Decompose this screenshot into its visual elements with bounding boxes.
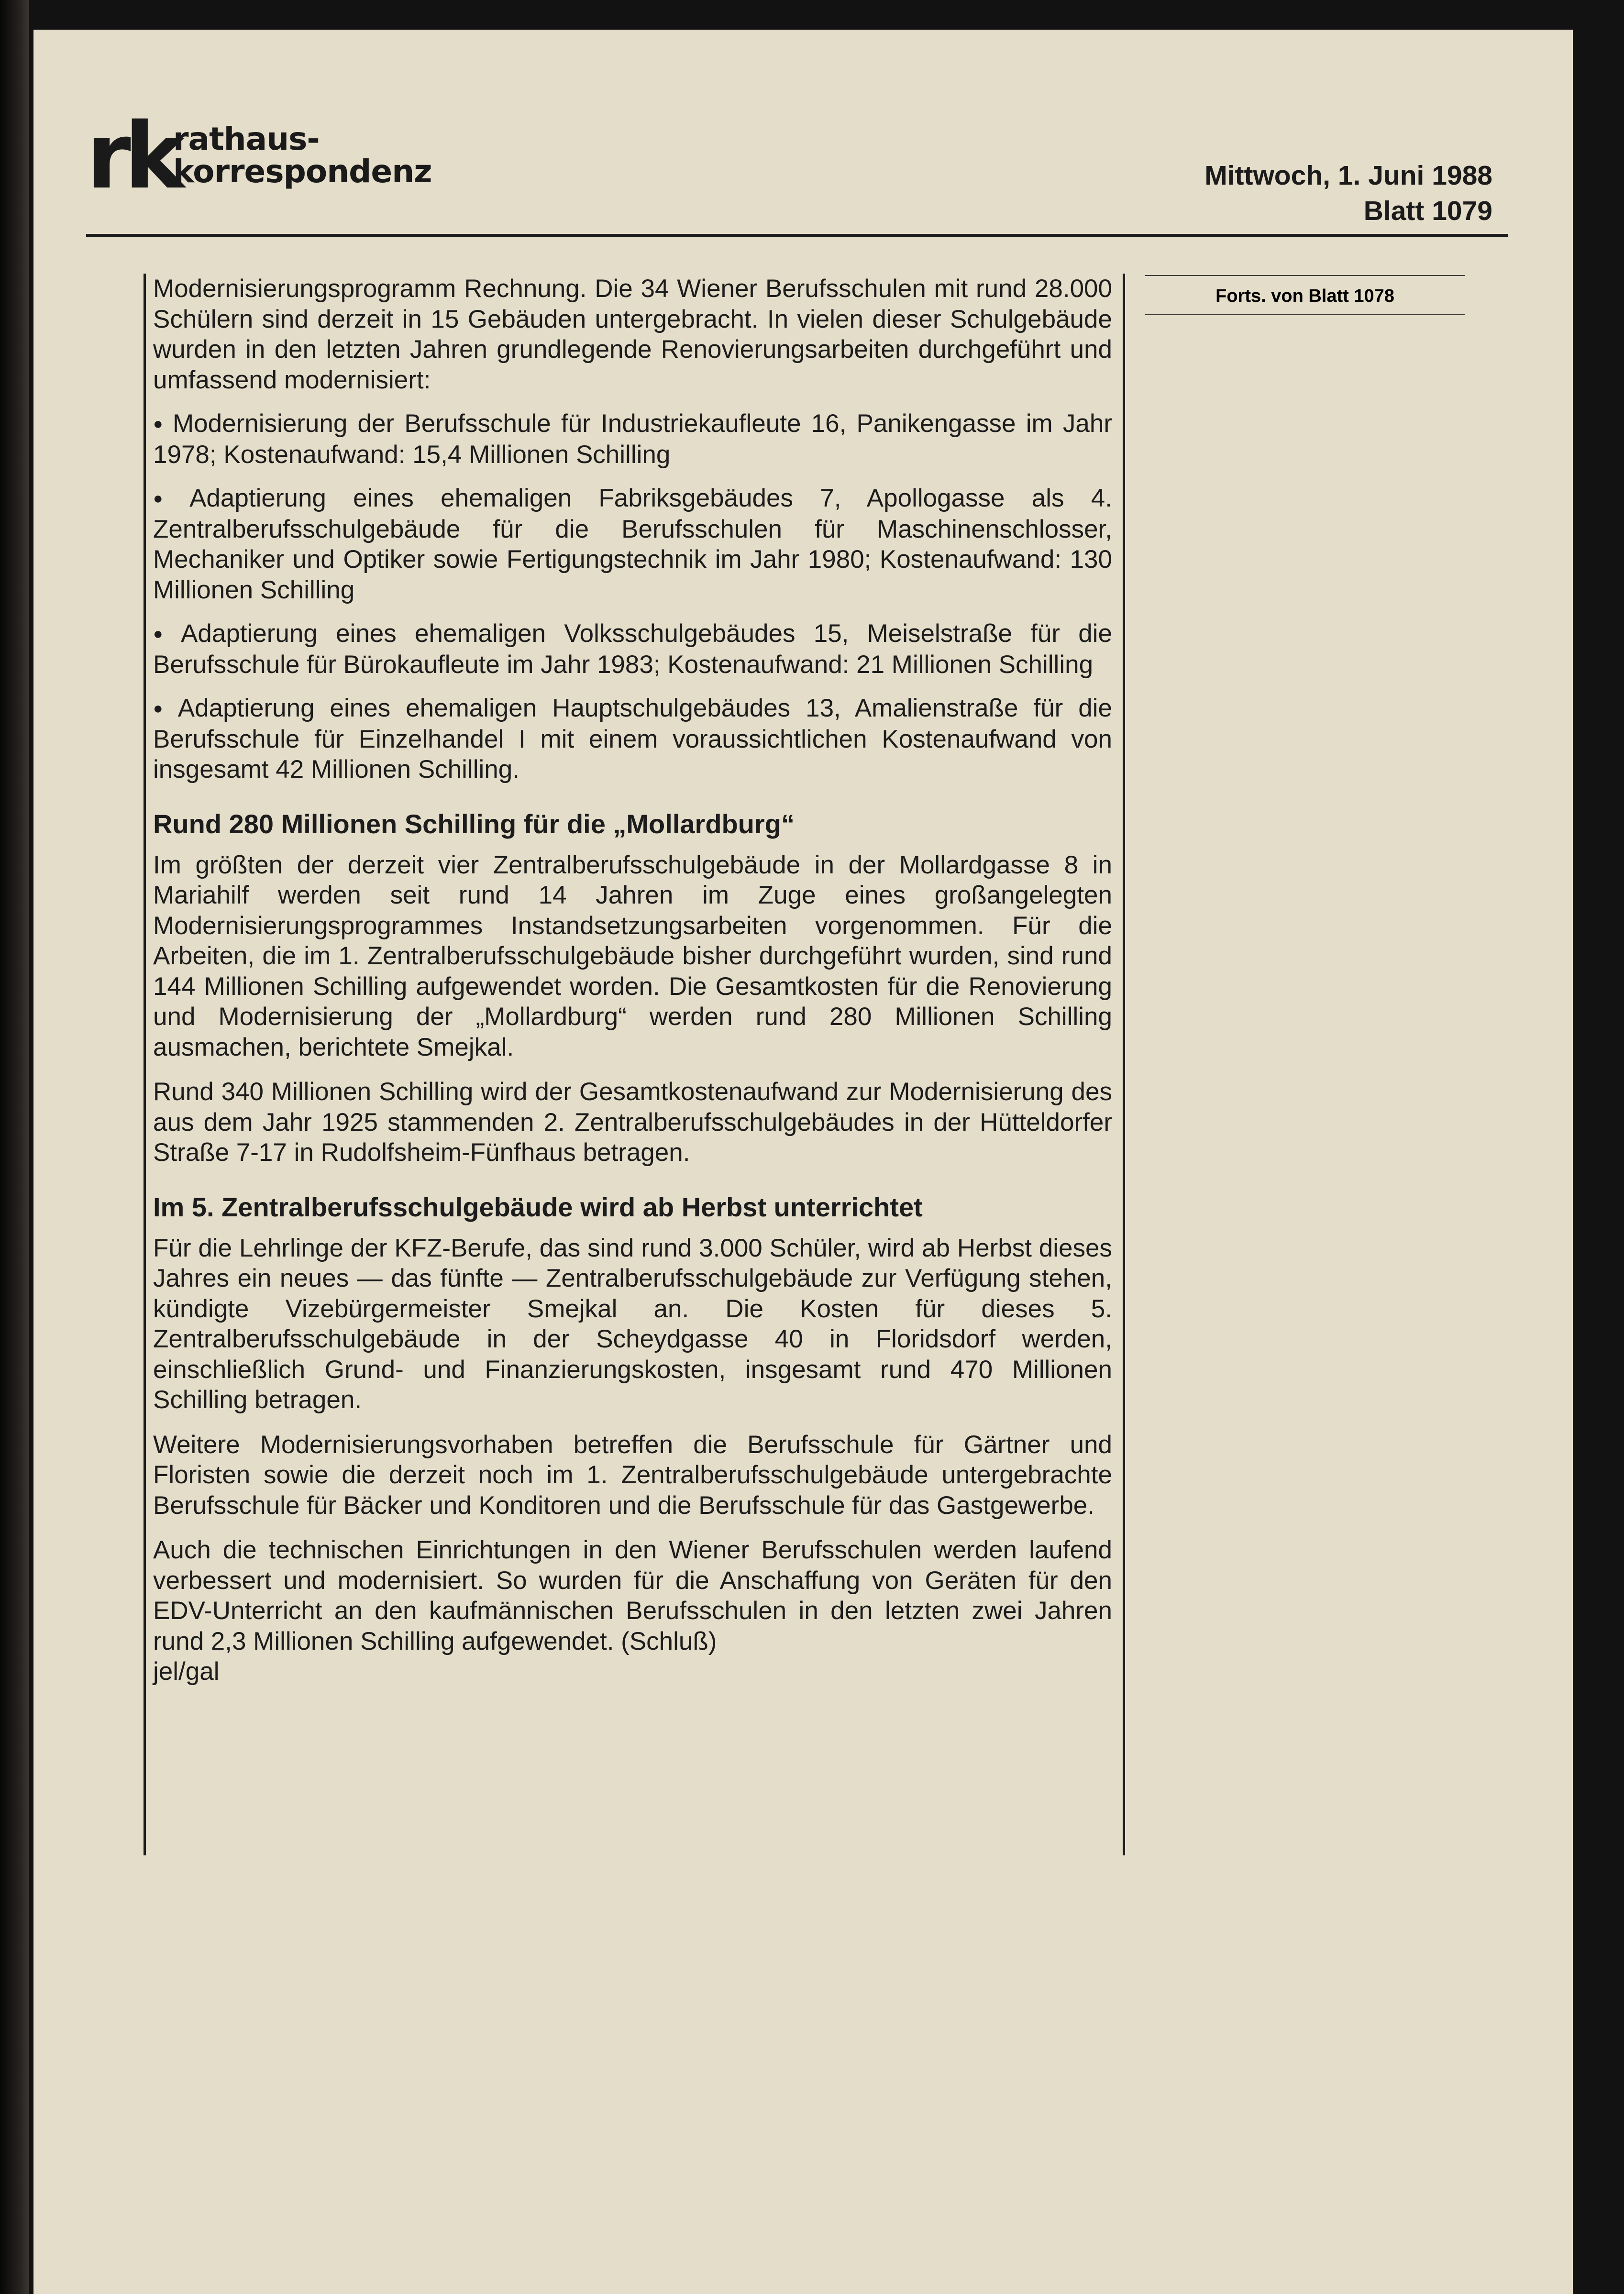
bullet-item: ● Adaptierung eines ehemaligen Hauptschulgebäudes 13, Amalienstraße für die Berufsschule für Einzelhandel I mit einem voraussichtlichen Kostenaufwand von insgesamt 42 Millionen Schilling. [153, 693, 1112, 785]
issue-date: Mittwoch, 1. Juni 1988 [1204, 160, 1492, 191]
signoff: jel/gal [153, 1657, 220, 1686]
paragraph: Für die Lehrlinge der KFZ-Berufe, das sind rund 3.000 Schüler, wird ab Herbst dieses Jahres ein neues — das fünfte — Zentralberufsschulgebäude zur Verfügung stehen, kündigte Vizebürgermeister Smejkal an. Die Kosten für dieses 5. Zentralberufsschulgebäude in der Scheydgasse 40 in Floridsdorf werden, einschließlich Grund- und Finanzierungskosten, insgesamt rund 470 Millionen Schilling betragen. [153, 1234, 1112, 1414]
bullet-item: ● Adaptierung eines ehemaligen Volksschulgebäudes 15, Meiselstraße für die Berufsschule für Bürokaufleute im Jahr 1983; Kostenaufwand: 21 Millionen Schilling [153, 618, 1112, 680]
paragraph: Auch die technischen Einrichtungen in den Wiener Berufsschulen werden laufend verbessert und modernisiert. So wurden für die Anschaffung von Geräten für den EDV-Unterricht an den kaufmännischen Berufsschulen in den letzten zwei Jahren rund 2,3 Millionen Schilling aufgewendet. (Schluß) [153, 1536, 1112, 1655]
binding-edge [0, 0, 29, 2294]
paragraph: Modernisierungsprogramm Rechnung. Die 34 Wiener Berufsschulen mit rund 28.000 Schülern sind derzeit in 15 Gebäuden untergebracht. In vielen dieser Schulgebäude wurden in den letzten Jahren grundlegende Renovierungsarbeiten durchgeführt und umfassend modernisiert: [153, 275, 1112, 394]
main-text-column [153, 274, 1112, 1701]
logo-line-2: korrespondenz [173, 153, 432, 190]
paragraph: Rund 340 Millionen Schilling wird der Gesamtkostenaufwand zur Modernisierung des aus dem Jahr 1925 stammenden 2. Zentralberufsschulgebäudes in der Hütteldorfer Straße 7-17 in Rudolfsheim-Fünfhaus betragen. [153, 1078, 1112, 1167]
issue-info [1204, 158, 1492, 229]
paragraph: Im größten der derzeit vier Zentralberufsschulgebäude in der Mollardgasse 8 in Mariahilf werden seit rund 14 Jahren im Zuge eines großangelegten Modernisierungsprogrammes Instandsetzungsarbeiten vorgenommen. Für die Arbeiten, die im 1. Zentralberufsschulgebäude bisher durchgeführt wurden, sind rund 144 Millionen Schilling aufgewendet worden. Die Gesamtkosten für die Renovierung und Modernisierung der „Mollardburg“ werden rund 280 Millionen Schilling ausmachen, berichtete Smejkal. [153, 850, 1112, 1061]
paragraph: Weitere Modernisierungsvorhaben betreffen die Berufsschule für Gärtner und Floristen sowie die derzeit noch im 1. Zentralberufsschulgebäude untergebrachte Berufsschule für Bäcker und Konditoren und die Berufsschule für das Gastgewerbe. [153, 1430, 1112, 1520]
rk-logo-wordmark [173, 123, 432, 188]
logo-line-1: rathaus- [173, 121, 320, 157]
bullet-item: ● Adaptierung eines ehemaligen Fabriksgebäudes 7, Apollogasse als 4. Zentralberufsschulgebäude für die Berufsschulen für Maschinenschlosser, Mechaniker und Optiker sowie Fertigungstechnik im Jahr 1980; Kostenaufwand: 130 Millionen Schilling [153, 483, 1112, 605]
section-heading: Rund 280 Millionen Schilling für die „Mollardburg“ [153, 808, 795, 839]
rk-logo-mark: rk [86, 103, 178, 209]
sheet-number: Blatt 1079 [1363, 196, 1492, 226]
masthead-rule [86, 234, 1508, 237]
bullet-item: ● Modernisierung der Berufsschule für Industriekaufleute 16, Panikengasse im Jahr 1978; Kostenaufwand: 15,4 Millionen Schilling [153, 408, 1112, 470]
continuation-note: Forts. von Blatt 1078 [1145, 275, 1465, 315]
section-heading: Im 5. Zentralberufsschulgebäude wird ab Herbst unterrichtet [153, 1191, 923, 1222]
